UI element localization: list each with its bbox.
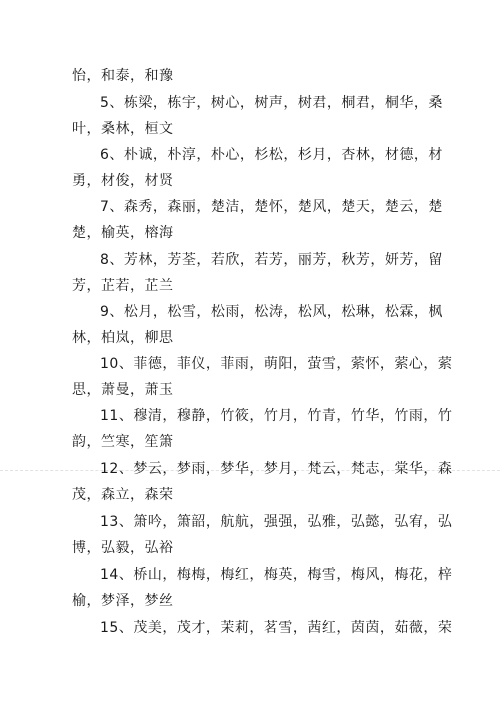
text-line: 9、松月，松雪，松雨，松涛，松风，松琳，松霖，枫 bbox=[100, 304, 443, 320]
text-line: 茂，森立，森荣 bbox=[72, 487, 174, 503]
text-line: 叶，桑林，桓文 bbox=[72, 121, 174, 137]
text-line: 10、菲德，菲仪，菲雨，萌阳，萤雪，萦怀，萦心，萦 bbox=[100, 356, 453, 372]
text-line: 6、朴诚，朴淳，朴心，杉松，杉月，杏林，材德，材 bbox=[100, 147, 443, 163]
text-line: 7、森秀，森丽，楚洁，楚怀，楚风，楚天，楚云，楚 bbox=[100, 199, 443, 215]
text-line: 8、芳林，芳荃，若欣，若芳，丽芳，秋芳，妍芳，留 bbox=[100, 252, 443, 268]
text-line: 12、梦云，梦雨，梦华，梦月，梵云，梵志，棠华，森 bbox=[100, 461, 453, 477]
text-line: 14、桥山，梅梅，梅红，梅英，梅雪，梅风，梅花，梓 bbox=[100, 567, 453, 583]
text-line: 楚，榆英，榕海 bbox=[72, 225, 174, 241]
text-line: 榆，梦泽，梦丝 bbox=[72, 593, 174, 609]
text-line: 思，萧曼，萧玉 bbox=[72, 382, 174, 398]
text-line: 13、箫吟，箫韶，航航，强强，弘雅，弘懿，弘宥，弘 bbox=[100, 514, 453, 530]
text-line: 怡，和泰，和豫 bbox=[72, 68, 174, 84]
text-line: 韵，竺寒，笙箫 bbox=[72, 434, 174, 450]
text-line: 芳，芷若，芷兰 bbox=[72, 278, 174, 294]
text-line: 5、栋梁，栋宇，树心，树声，树君，桐君，桐华，桑 bbox=[100, 95, 443, 111]
text-line: 11、穆清，穆静，竹筱，竹月，竹青，竹华，竹雨，竹 bbox=[100, 408, 453, 424]
text-line: 15、茂美，茂才，茉莉，茗雪，茜红，茵茵，茹薇，荣 bbox=[100, 620, 453, 636]
text-line: 勇，材俊，材贤 bbox=[72, 173, 174, 189]
text-line: 林，柏岚，柳思 bbox=[72, 330, 174, 346]
text-line: 博，弘毅，弘裕 bbox=[72, 540, 174, 556]
